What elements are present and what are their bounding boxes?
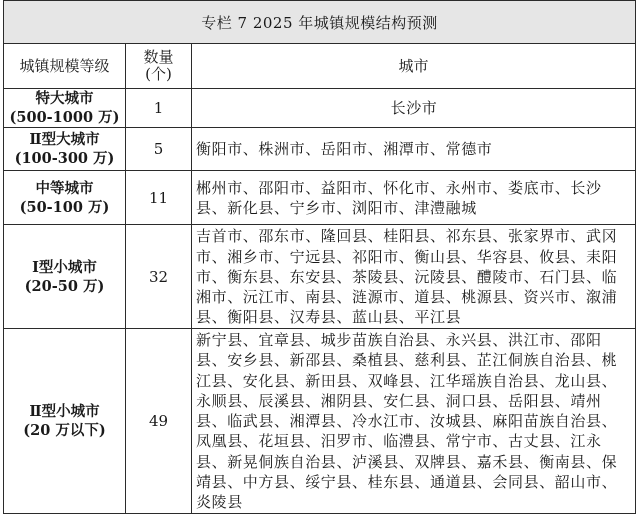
table-row xyxy=(4,89,636,128)
table-row xyxy=(4,171,636,225)
level-range: (50-100 万) xyxy=(19,198,110,216)
level-name: Ⅱ型小城市 xyxy=(29,402,100,420)
count-cell: 11 xyxy=(126,171,192,225)
level-range: (500-1000 万) xyxy=(9,109,120,126)
cities-cell: 吉首市、邵东市、隆回县、桂阳县、祁东县、张家界市、武冈市、湘乡市、宁远县、祁阳市、衡山县、华容县、攸县、耒阳市、衡东县、东安县、茶陵县、沅陵县、醴陵市、石门县、临湘市、沅江市、南县、涟源市、道县、桃源县、资兴市、溆浦县、衡阳县、汉寿县、蓝山县、平江县 xyxy=(192,225,636,329)
level-range: (20 万以下) xyxy=(23,421,106,439)
level-name: Ⅱ型大城市 xyxy=(29,131,100,148)
level-cell xyxy=(4,128,126,171)
title-row xyxy=(4,1,636,44)
count-cell: 5 xyxy=(126,128,192,171)
header-count-line1: 数量 xyxy=(143,48,174,66)
header-row xyxy=(4,44,636,89)
table-row xyxy=(4,329,636,514)
header-count-line2: (个) xyxy=(145,65,172,83)
header-count xyxy=(126,44,192,89)
table-row xyxy=(4,128,636,171)
urban-scale-table xyxy=(3,0,636,514)
level-range: (100-300 万) xyxy=(14,150,115,167)
cities-cell: 长沙市 xyxy=(192,89,636,128)
table-title: 专栏 7 2025 年城镇规模结构预测 xyxy=(4,1,636,44)
header-cities: 城市 xyxy=(192,44,636,89)
header-level: 城镇规模等级 xyxy=(4,44,126,89)
cities-cell: 衡阳市、株洲市、岳阳市、湘潭市、常德市 xyxy=(192,128,636,171)
level-range: (20-50 万) xyxy=(24,277,105,295)
count-cell: 1 xyxy=(126,89,192,128)
level-cell xyxy=(4,329,126,514)
cities-cell: 新宁县、宜章县、城步苗族自治县、永兴县、洪江市、邵阳县、安乡县、新邵县、桑植县、慈利县、芷江侗族自治县、桃江县、安化县、新田县、双峰县、江华瑶族自治县、龙山县、永顺县、辰溪县、湘阴县、安仁县、洞口县、岳阳县、靖州县、临武县、湘潭县、冷水江市、汝城县、麻阳苗族自治县、凤凰县、花垣县、汨罗市、临澧县、常宁市、古丈县、江永县、新晃侗族自治县、泸溪县、双牌县、嘉禾县、衡南县、保靖县、中方县、绥宁县、桂东县、通道县、会同县、韶山市、炎陵县 xyxy=(192,329,636,514)
level-name: 特大城市 xyxy=(35,90,94,107)
cities-cell: 郴州市、邵阳市、益阳市、怀化市、永州市、娄底市、长沙县、新化县、宁乡市、浏阳市、津澧融城 xyxy=(192,171,636,225)
level-cell xyxy=(4,89,126,128)
level-cell xyxy=(4,171,126,225)
level-cell xyxy=(4,225,126,329)
count-cell: 32 xyxy=(126,225,192,329)
count-cell: 49 xyxy=(126,329,192,514)
level-name: Ⅰ型小城市 xyxy=(32,258,97,276)
level-name: 中等城市 xyxy=(35,179,94,197)
table-row xyxy=(4,225,636,329)
